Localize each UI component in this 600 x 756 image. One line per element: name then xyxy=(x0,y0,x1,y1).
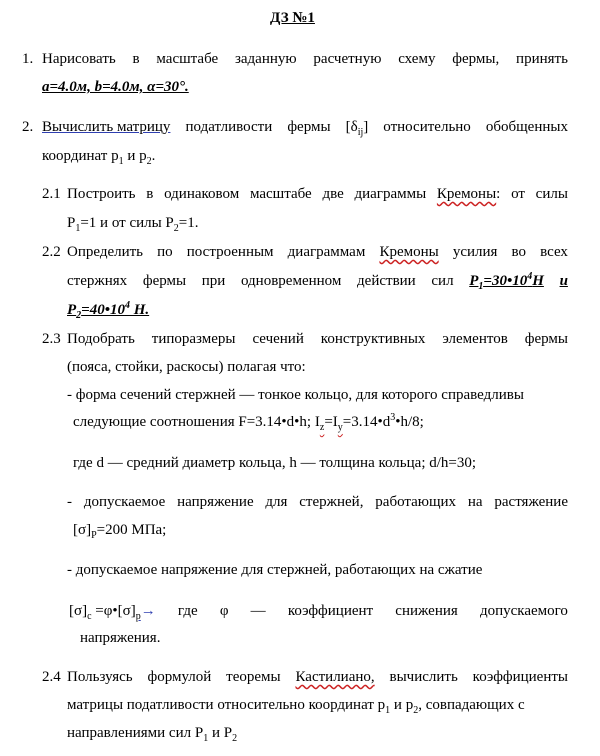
s23-line9: $[\sigma]_c$ $=\varphi•[\sigma]_p\to$ где φ — коэффициент снижения допускаемого xyxy=(69,603,568,622)
s24-line2: матрицы податливости относительно координат $p_1$ и $p_2$, совпадающих с xyxy=(67,697,525,716)
p1-force: $P_1=30•10^4Н$ xyxy=(469,271,544,292)
s21-line1: Построить в одинаковом масштабе две диаграммы Кремоны: от силы xyxy=(67,186,568,202)
s23-line6: - допускаемое напряжение для стержней, работающих на растяжение xyxy=(67,494,568,510)
s23-line10: напряжения. xyxy=(80,630,161,646)
s23-line7: $[\sigma]_P=200$ МПа; xyxy=(73,522,167,541)
s24-number: 2.4 xyxy=(42,669,61,685)
s22-line1: Определить по построенным диаграммам Кремоны усилия во всех xyxy=(67,244,568,260)
page-title: ДЗ №1 xyxy=(270,10,315,26)
item1-line1: Нарисовать в масштабе заданную расчетную схему фермы, принять xyxy=(42,51,568,67)
s23-line8: - допускаемое напряжение для стержней, работающих на сжатие xyxy=(67,562,483,578)
item1-params: a=4.0м, b=4.0м, α=30°. xyxy=(42,79,189,95)
delta-matrix: $[\delta_{ij}]$ xyxy=(345,119,369,138)
p2-force: $P_2=40•10^4$ Н. xyxy=(67,300,150,321)
kremony-word-2: Кремоны xyxy=(379,244,439,260)
s22-number: 2.2 xyxy=(42,244,61,260)
kremony-word: Кремоны xyxy=(436,186,497,202)
s21-number: 2.1 xyxy=(42,186,61,202)
s24-line1: Пользуясь формулой теоремы Кастилиано, вычислить коэффициенты xyxy=(67,669,568,685)
s22-line2: стержнях фермы при одновременном действии сил $P_1=30•10^4Н$ и xyxy=(67,271,568,292)
item2-line1: Вычислить матрицу податливости фермы $[\delta_{ij}]$ относительно обобщенных xyxy=(42,119,568,138)
item1-number: 1. xyxy=(22,51,34,67)
item2-head: Вычислить матрицу xyxy=(42,119,171,135)
s23-formula: следующие соотношения F=3.14•d•h; $I_z=I_y=3.14•d^3•h/8$; xyxy=(73,412,424,433)
s23-line1: Подобрать типоразмеры сечений конструктивных элементов фермы xyxy=(67,331,568,347)
s21-line2: $P_1=1$ и от силы $P_2=1$. xyxy=(67,215,199,234)
item2-number: 2. xyxy=(22,119,34,135)
s23-line5: где d — средний диаметр кольца, h — толщина кольца; d/h=30; xyxy=(73,455,477,471)
castigliano-word: Кастилиано, xyxy=(295,669,375,685)
s24-line3: направлениями сил $P_1$ и $P_2$ xyxy=(67,725,238,744)
s23-number: 2.3 xyxy=(42,331,61,347)
s23-line2: (пояса, стойки, раскосы) полагая что: xyxy=(67,359,306,375)
s23-line3: - форма сечений стержней — тонкое кольцо, для которого справедливы xyxy=(67,387,524,403)
item2-line2: координат $p_1$ и $p_2$. xyxy=(42,148,156,167)
